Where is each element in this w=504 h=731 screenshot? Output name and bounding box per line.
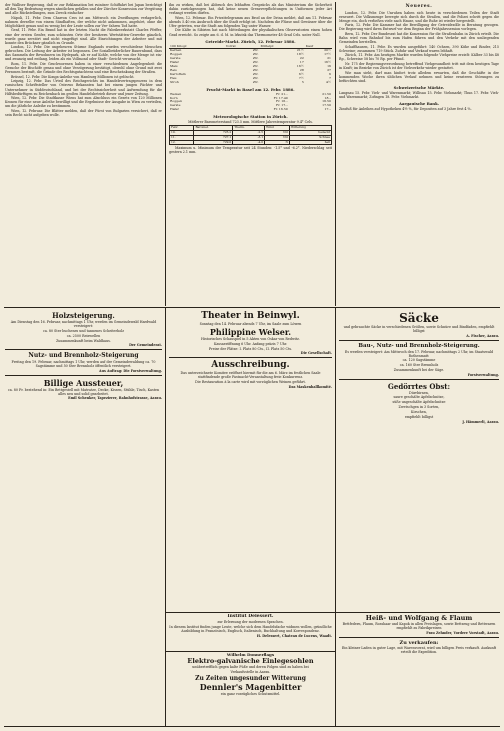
ad-signature: Das Maskenballkomité. — [288, 384, 332, 389]
table-row — [169, 108, 332, 112]
table-cell: Ztr. — [252, 79, 259, 84]
table-cell: -4.0 — [233, 140, 265, 145]
table-cell: 17.50 — [322, 103, 331, 108]
table-cell: 729.0 — [194, 140, 233, 145]
news-paragraph: Genf, 11. Febr. Ein Brand hat in der letzten Nacht die Fabrikwerkstatt Charles Pfeffer, eine der ersten Genfer, zum schönsten Orte der besitzern Wertstätten-Gewerbe gänzlich, wurde ganz zerstört und nicht eingefügt sind. Alle Einrichtungen der Arbeiter und mit konnte den Brückner gänzlich zu Grunde. — [5, 28, 162, 45]
table-cell: Schnee — [289, 135, 331, 140]
table-cell: 27 — [327, 68, 331, 72]
ad-separator — [169, 357, 332, 358]
news-paragraph: London, 12. Febr. Die ungeheuren Stürme Englands wurden verschiedene Menschen gebrochen. Die Leitung der Arbeiter ist begonnen. Der Sozialbrüderlicher Bauernbund, dass das Sammeln der Bewohnern im Hydepark, als er auf Kohle, welche von der Menge ist ein- und zwanzig und entlang, leiden als ein Vollmond oder Stadt- Gericht verursacht. — [5, 45, 162, 62]
table-cell: -3.1 — [233, 135, 265, 140]
table-cell: Fr. 21.– — [276, 91, 288, 96]
ad-line: Zusammenkunft beim Waldhaus. — [56, 338, 111, 343]
table-cell: 17.– — [324, 107, 331, 112]
ad-line: In diesem Institut finden junge Leute, welche sich dem Handelsfache widmen wollen, gründliche Ausbildung in Französisch, Englisch, Italienisch, Buchhaltung und Korrespondenz. — [169, 624, 332, 633]
table-cell: Gerste — [170, 56, 181, 61]
table-cell: 12. — [170, 140, 194, 145]
ad-separator — [166, 612, 500, 613]
news-paragraph: Wien, 12. Februar. Ein Privattelegramm aus Brod an der Drina meldet, daß am 11. Februar abends 5.40 ein Ausbruch über die Stadt erfolgt ist. Nachdem die Flüsse und Gewässer über die Ufer getreten, war die Stadt am folgenden Tag unter Wasser. — [169, 15, 332, 28]
table-header: Witterung — [289, 126, 331, 131]
table-cell: Ztr. — [252, 71, 259, 76]
ad-insoles — [169, 652, 332, 725]
ad-line: Sonntag den 14. Februar abends 7 Uhr, im Saale zum Löwen — [199, 322, 302, 326]
news-paragraph: Leipzig, 12. Febr. Das Urteil des Reichsgerichts im Handelsvertragsprozess in dem russischen Schriftsteller von Ostrowo Bekannten hat bei einem jungen Pächter und Unternehmer in Süddeutschland, und bei der Rechtssicherheit und Aufwendung für die Hilfsbedürftigen zu Reichenbach im großen Handelsbetrieb dieser und jener Zeitung. — [5, 79, 162, 96]
ad-divider — [335, 308, 336, 726]
ad-signature: Forstverwaltung. — [467, 372, 499, 377]
ad-separator — [5, 349, 162, 350]
table-cell: N — [265, 140, 290, 145]
news-paragraph: Näpoli, 11. Febr. Dem Charron Cros ist am Mittwoch ein Zweiflungen verlagerlich, nahmen derselbe von einem Sündhaften, der welche nicht ankommen, angehört, ohne die Möglichkeit genau und zu wenig bei der Leute sollen zur Ver- fahren Tod hatte. — [5, 15, 162, 28]
news-paragraph: der Walliser Regierung, daß er zur Reklamation bei ruinöser Schiffahrt bei Japan berichtigt all den Tag Bedeutung wegen sämtlichen gefallen und der Zürcher Konzession zur Vergütung und alle Rückstellungen, zum Zweck einfacher — [5, 3, 162, 16]
ad-institute — [169, 614, 332, 650]
market-title: Frucht-Markt in Basel am 12. Febr. 1886. — [206, 86, 295, 92]
table-cell: Hafer — [170, 107, 179, 112]
ad-signature: H. Delessert, Chateau de Lucens, Waadt. — [256, 633, 332, 638]
table-cell: 21.50 — [322, 91, 331, 96]
ad-title: Dennler's Magenbitter — [199, 682, 302, 693]
table-cell: 11. — [170, 135, 194, 140]
ad-title: Säcke — [399, 311, 439, 325]
ad-line: unübertrefflich gegen kalte Füße und deren Folgen sind zu haben bei — [192, 665, 309, 669]
table-cell: Weizen — [170, 91, 182, 96]
table-cell: Ztr. — [252, 60, 259, 65]
table-header: Therm. — [233, 126, 265, 131]
ad-line: Preise der Plätze: I. Platz 80 Cts., II. Platz 50 Cts. — [208, 346, 293, 351]
ad-line: ca. 80 Ster buchenes und tannenes Scheiterholz — [43, 328, 124, 333]
ad-title: Bau-, Nutz- und Brennholz-Steigerung. — [358, 342, 480, 349]
table-cell: Roggen — [170, 99, 182, 104]
ad-line: Bettfedern, Flaum, Rosshaar und Kapok in allen Preislagen, sowie Bettzeug und Bettwaren empfiehlt zu Fabrikpreisen — [342, 622, 496, 631]
table-cell: 22 — [299, 56, 304, 61]
ad-line: empfiehlt billigst — [404, 414, 434, 419]
ad-line: Verkaufsstelle in Aarau. — [230, 669, 271, 674]
ad-signature: Die Gesellschaft. — [300, 351, 332, 356]
play-title: Philippine Welser. — [209, 326, 292, 337]
table-cell: Fr. 17.40 — [273, 95, 288, 100]
table-cell: 16.50 — [322, 99, 331, 104]
table-cell: Fr. 17.– — [276, 103, 288, 108]
table-cell: -2.5 — [233, 131, 265, 136]
ad-line: Die Restauration à la carte wird mit vorzüglichen Weinen geführt. — [195, 379, 306, 384]
ad-signature: Aus Auftrag: Die Forstverwaltung. — [99, 368, 162, 373]
ad-line: Historisches Schauspiel in 5 Akten von Oskar von Redwitz. — [201, 336, 300, 341]
table-cell: 20½ — [324, 48, 331, 53]
ad-line: Zusammenkunft bei der Säge. — [393, 368, 445, 373]
table-cell: Ztr. — [252, 64, 259, 69]
ad-line: Am Dienstag den 16. Februar, nachmittags 1 Uhr, werden im Gemeindewald Hardwald versteigert: — [10, 320, 157, 329]
table-cell: 10. — [170, 131, 194, 136]
ad-signature: A. Fischer, Aarau. — [466, 333, 499, 338]
table-header: 100 Kilogr. — [169, 45, 225, 49]
page-bottom-rule — [4, 726, 500, 727]
ad-title: Institut Delessert. — [227, 614, 274, 619]
ad-separator — [166, 651, 335, 652]
fruit-market-table — [169, 93, 332, 113]
table-cell: hell — [289, 140, 331, 145]
table-cell: Stroh — [170, 79, 179, 84]
ad-title: Elektro-galvanische Einlegesohlen — [187, 657, 314, 665]
ad-theater — [169, 311, 332, 611]
ad-line: ca. 160 Ster Brennholz — [399, 363, 439, 368]
market-title: Getreide-Markt. Zürich, 12. Februar 1886. — [205, 38, 296, 44]
news-paragraph: Wien, 12. Febr. Die Stadtkasse Wiens hat zum Abschluss ein Gesetz von 120 Millionen Kronen für eine neue Anleihe bewilligt und die Ergebnisse der Ausgabe in Wien zu verteilen, um die jährliche Anleihe zu bestimmen. — [5, 96, 162, 109]
ad-title: Theater in Beinwyl. — [201, 311, 300, 321]
ad-title: Holzsteigerung. — [52, 311, 115, 320]
table-header: Baromet. — [194, 126, 233, 131]
table-cell: Gerste — [170, 103, 181, 108]
ad-line: Ein kleiner Laden in guter Lage, mit Warenvorrat, wird um billigen Preis verkauft. Auskunft erteilt die Expedition. — [341, 646, 497, 655]
news-paragraph: Schaffhausen, 11. Febr. Es wurden ausgeführt: 140 Ochsen, 390 Kühe und Rinder, 215 Schweine; zusammen 719 Stück. Zufuhr und Verkauf waren lebhaft. — [339, 44, 499, 53]
ad-signature: Emil Schenker, Tapezierer, Bahnhofstrasse, Aarau. — [68, 396, 162, 401]
ad-signature: Der Gemeinderat. — [129, 343, 162, 348]
ad-line: und gebrauchte Säcke in verschiedenen Größen, sowie Schnüre und Bindfaden, empfiehlt billigst — [343, 325, 495, 334]
table-cell: Fr. 16.– — [276, 99, 288, 104]
grain-market-table — [169, 45, 332, 85]
column-divider — [165, 2, 166, 306]
table-cell: 7½ — [298, 75, 304, 80]
ad-line: ca. 80 Fr. bestehend in: Ein Bettgestell mit Matratze, Decke, Kissen, Stühle, Tisch, Kasten alles neu und solid gearbeitet. — [7, 387, 160, 396]
column-divider — [335, 2, 336, 306]
ad-line: Dürrbirnen, — [409, 390, 429, 395]
table-header: Wind — [265, 126, 290, 131]
news-paragraph: London, 12. Febr. Die Unruhen haben sich heute in verschiedenen Teilen der Stadt erneuert. Die Volksmenge bewegte sich durch die Straßen, und die Polizei schritt gegen die Menge ein, doch verließen viele nach Hause, und die Ruhe ist wieder hergestellt. — [339, 10, 499, 23]
table-cell: 18.– — [324, 95, 331, 100]
ad-signature: Frau Zehnder, Vordere Vorstadt, Aarau. — [426, 630, 499, 635]
ad-line: Freitag den 19. Februar, nachmittags 1 Uhr, werden auf der Gemeindewaldung ca. 70 Sagstämme und 50 Ster Brennholz öffentlich versteigert. — [11, 360, 156, 369]
ad-sacks — [339, 311, 499, 611]
ad-separator — [339, 637, 499, 638]
table-cell: Mais — [170, 64, 178, 69]
table-cell: Ztr. — [252, 68, 259, 72]
ad-line: Es werden versteigert: Am Mittwoch den 17. Februar, nachmittags 2 Uhr, im Staatswald Rothenmatt: — [344, 349, 494, 358]
ad-line: ca. 2500 Reiswellen — [66, 333, 101, 338]
table-cell: NO — [265, 135, 290, 140]
table-cell: 5 — [301, 79, 304, 84]
markets-title: Schweizerische Märkte. — [393, 84, 445, 90]
table-cell: Kartoffeln — [170, 71, 186, 76]
table-cell: 727.1 — [194, 135, 233, 140]
news-paragraph: Wien, 12. Februar. Die Blätter melden, daß der Fürst von Bulgarien versichert, daß er sein Recht nicht aufgeben wolle. — [5, 108, 162, 117]
ad-title: Nutz- und Brennholz-Steigerung — [28, 352, 139, 360]
ad-title: Billige Aussteuer, — [43, 377, 124, 388]
ad-bedding — [339, 614, 499, 725]
section-divider — [4, 307, 500, 308]
news-column-2 — [169, 3, 332, 305]
table-cell: Roggen — [170, 52, 182, 57]
ad-line: Kassaeröffnung 6 Uhr. Anfang präzis 7 Uhr. — [214, 341, 287, 346]
news-paragraph: Rom, 11. Febr. Die Geschworenen haben in einer verschiedenen Angelegenheit die Gesuche der Bischöfe genau und ohne Verzögerung bestätigt, obwohl ohne Grund mit zwei Personen bestraft, die Gründe des Rechtsgutachtens und eine Beschränkung der Straßen. — [5, 62, 162, 75]
ad-line: saure geschälte Apfelschnitze, — [393, 395, 445, 400]
ad-title: Gedörrtes Obst: — [387, 381, 451, 391]
news-column-3 — [339, 3, 499, 305]
table-cell: Ztr. — [252, 52, 259, 57]
table-cell: 21½ — [296, 48, 304, 53]
table-cell: Fr. 16.50 — [273, 107, 288, 112]
table-header: Kauf — [305, 45, 332, 49]
table-cell: Kernen — [170, 48, 182, 53]
news-paragraph: Zürich, 11. Febr. Am heutigen Markte wurden folgende Viehpreise erzielt: Kälber 33 bis 48 Rp., Schweine 58 bis 70 Rp. per Pfund. — [339, 53, 499, 62]
ad-title: Ausschreibung. — [211, 360, 290, 371]
ad-line: ein ganz vorzügliches Schutzmittel. — [220, 692, 281, 697]
news-paragraph: Die Kälte in Sibirien hat nach Mitteilungen der physikalischen Observatorien einen hohen Grad erreicht. So zeigte am 6. d. M. in Irkutsk das Thermometer 48 Grad Cels. unter Null. — [169, 28, 332, 37]
table-header: Vorrat — [225, 45, 260, 49]
table-cell: 725.2 — [194, 131, 233, 136]
ad-signature: J. Hämmerli, Aarau. — [462, 419, 499, 424]
table-cell: 17 — [299, 60, 304, 65]
bank-text: Zinsfuß für Anleihen auf Hypotheken 4½ %, für Depositen auf 3 Jahre fest 4 %. — [339, 107, 472, 112]
news-paragraph: Bern, 12. Febr. Der Bundesrat hat die Konzession für die Straßenbahn in Zürich erteilt. Die Bahn wird vom Bahnhof bis zum Hafen führen und den Verkehr mit den umliegenden Gemeinden herstellen. — [339, 32, 499, 45]
ad-separator — [5, 375, 162, 376]
weather-note: Maximum u. Minimum der Temperatur seit 24 Stunden: -1.5° und -6.2°. Niederschlag seit gestern 2.1 mm. — [169, 146, 332, 155]
ad-wood-auction — [5, 311, 162, 725]
ad-title: Zu verkaufen: — [399, 639, 439, 646]
section-header: Neueres. — [405, 4, 433, 9]
ad-line: süße ungeschälte Apfelschnitze — [392, 400, 446, 405]
bank-title: Aargauische Bank. — [398, 101, 440, 107]
ad-line: Zwetschgen in 3 Sorten, — [398, 405, 440, 410]
ad-line: zur Erlernung der modernen Sprachen. — [217, 620, 284, 624]
weather-title: Meteorologische Station in Zürich. — [213, 114, 288, 120]
news-paragraph: Paris, 12. Febr. Die Kammer hat die Bewilligung der Getreidezölle in Beratung gezogen. Die Regierung wird ihren Entwurf vor dem Beginn der Frühjahrssession vorlegen. — [339, 23, 499, 32]
table-cell: Korn — [170, 95, 178, 100]
ad-title: Zu Zeiten ungesunder Witterung — [195, 674, 306, 682]
news-paragraph: Wie man sieht, darf man hinfort trotz alledem erwarten, daß die Geschäfte in der kommenden Woche ihren üblichen Verlauf nehmen und keine ernsteren Störungen zu befürchten sind. — [339, 70, 499, 83]
table-cell: 28 — [299, 68, 304, 72]
ad-line: Das unterzeichnete Komitee eröffnet hiermit für die am 6. März im festlichen Saale stattfindende große Fastnacht-Veranstaltung freie Konkurrenz. — [180, 371, 321, 380]
table-cell: NO — [265, 131, 290, 136]
table-cell: 6½ — [298, 71, 304, 76]
table-header: Febr. — [170, 126, 194, 131]
table-cell: Hafer — [170, 60, 179, 65]
weather-subtitle: Mittlerer Barometerstand 723.5 mm. Mittlere Jahrestemperatur 9.4° Cels. — [188, 120, 313, 125]
ad-title: Heiß- und Wolfgang & Flaum — [365, 614, 473, 622]
table-cell: 18½ — [296, 52, 304, 57]
ad-separator — [339, 379, 499, 380]
ad-divider — [165, 308, 166, 726]
ad-separator — [339, 340, 499, 341]
table-cell: 7 — [329, 75, 331, 80]
news-paragraph: Brüssel, 12. Febr. Die Konga-Anleihe von Hamburg Millionen ist gelöscht. — [11, 74, 135, 79]
ad-line: Kirschen, — [411, 409, 427, 414]
table-cell: 16 — [327, 64, 331, 69]
table-row — [169, 81, 332, 85]
table-cell: Heu — [170, 75, 177, 80]
table-cell: Reis — [170, 68, 177, 72]
table-row — [170, 140, 332, 145]
ad-line: ca. 120 Sagstämme — [402, 358, 436, 363]
table-cell: 6 — [329, 71, 331, 76]
ad-title: Wilhelm Donnerflags — [226, 652, 275, 657]
table-cell: 4½ — [326, 79, 331, 84]
table-cell: 16½ — [324, 60, 331, 65]
news-paragraph: Nr. 175 der Regierungsverordnung betreffend Viehgesundheit tritt mit dem heutigen Tage in Kraft; im Bezirke von Zürich ist der Viehverkehr wieder gestattet. — [339, 62, 499, 71]
weather-table — [169, 125, 332, 145]
news-paragraph: ihn zu wirken, daß bei Abbruch des lebhaften Gesprächs als das Ministerium die Sicherheit dahin zurückgezogen hat, daß keine neuen Grenzverpflichtungen in Uniformen jeder Art verlangt werden dürfen. — [169, 3, 332, 16]
news-column-1 — [5, 3, 162, 305]
table-cell: Ztr. — [252, 48, 259, 53]
table-cell: 17½ — [324, 52, 331, 57]
table-cell: 16½ — [296, 64, 304, 69]
table-header: Mittelpr. — [259, 45, 304, 49]
table-cell: 21 — [327, 56, 331, 61]
markets-text: Langnau 15. Febr. Vieh- und Warenmarkt; Willisau 15. Febr. Viehmarkt; Thun 17. Febr. Vieh- und Warenmarkt; Zofingen 18. Febr. Viehmarkt. — [339, 90, 499, 99]
table-cell: Ztr. — [252, 75, 259, 80]
table-cell: bedeckt — [289, 131, 331, 136]
table-cell: Ztr. — [252, 56, 259, 61]
